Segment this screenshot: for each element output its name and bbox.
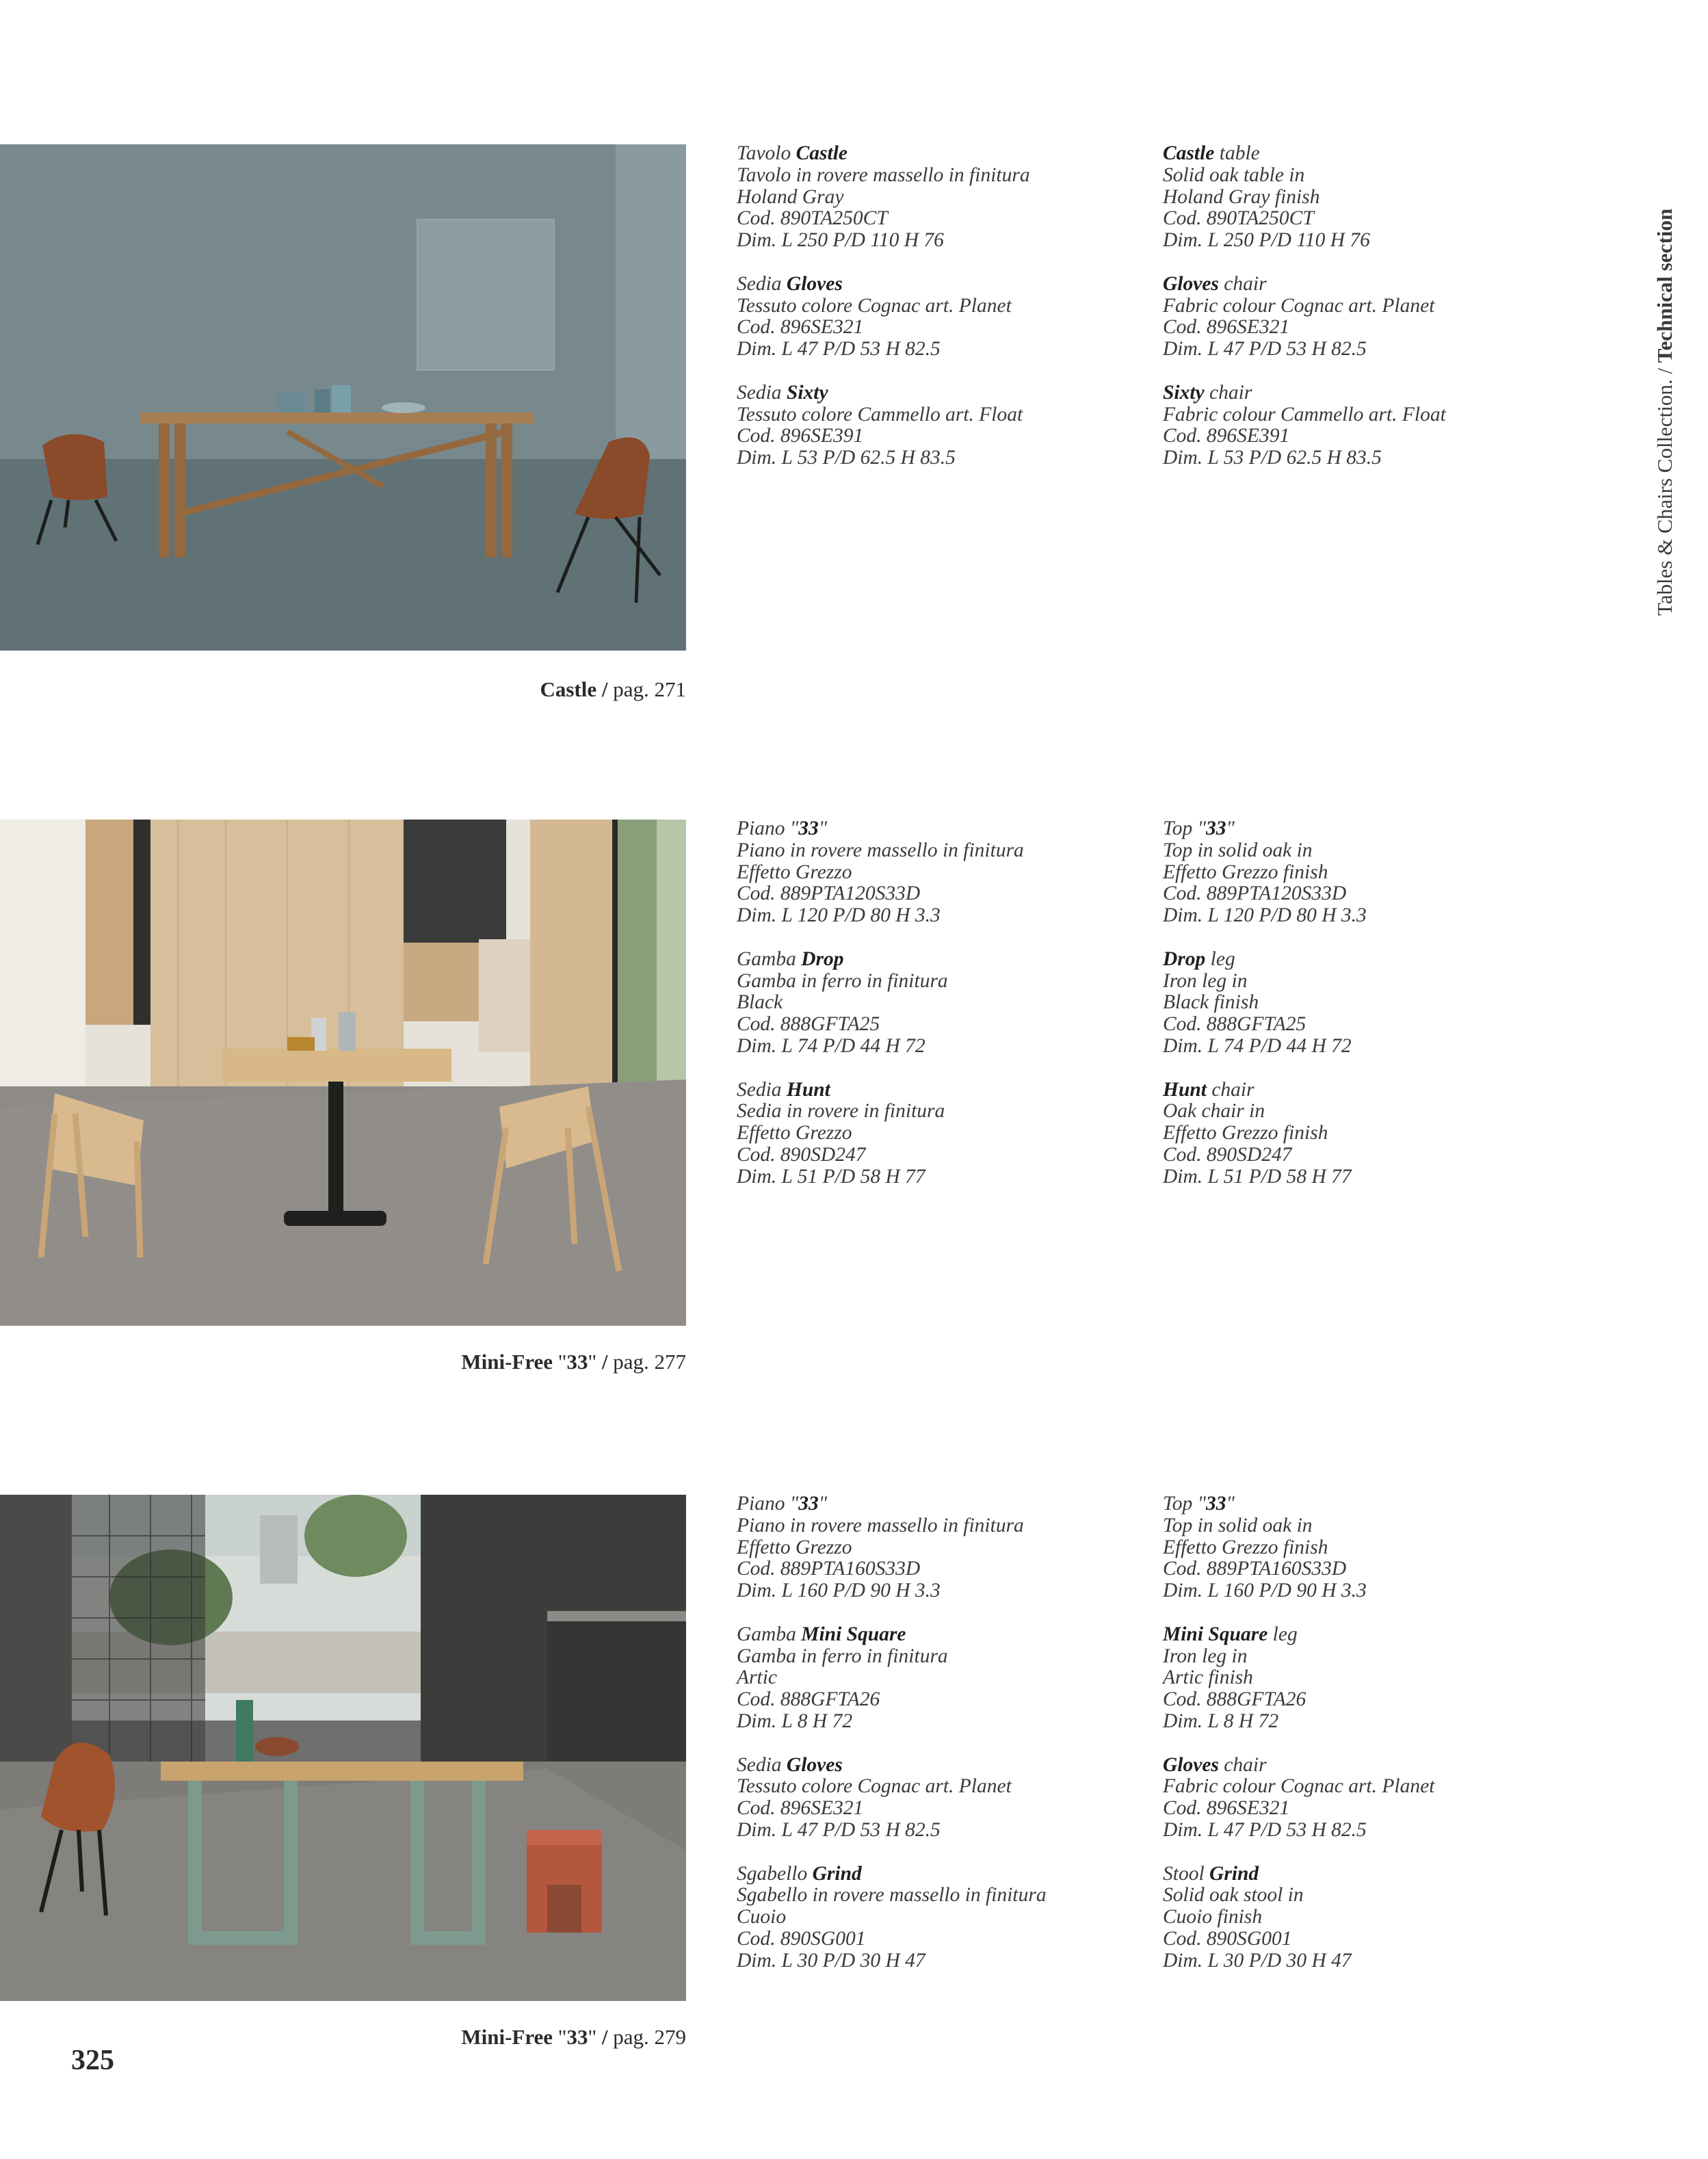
photo-caption: Mini-Free "33" / pag. 277 <box>461 1350 686 1374</box>
caption-product-name: Mini-Free <box>461 2025 553 2049</box>
mini-free-kitchen-photo <box>0 820 686 1326</box>
section-side-label: Tables & Chairs Collection. / Technical section <box>1653 208 1677 616</box>
spec-column-italian <box>737 818 1147 1209</box>
spec-column-italian <box>737 143 1147 491</box>
spec-heading: Piano "33" <box>737 817 828 839</box>
spec-heading: Castle table <box>1163 142 1260 164</box>
spec-item: Sedia Gloves Tessuto colore Cognac art. Planet Cod. 896SE321 Dim. L 47 P/D 53 H 82.5 <box>737 274 1147 361</box>
spec-column-english <box>1163 143 1573 491</box>
spec-heading: Stool Grind <box>1163 1862 1259 1885</box>
spec-heading: Drop leg <box>1163 947 1235 970</box>
caption-page-ref: pag. 277 <box>613 1350 686 1374</box>
spec-item: Gamba Mini Square Gamba in ferro in finitura Artic Cod. 888GFTA26 Dim. L 8 H 72 <box>737 1624 1147 1733</box>
spec-column-english <box>1163 1493 1573 1993</box>
spec-item: Sgabello Grind Sgabello in rovere massello in finitura Cuoio Cod. 890SG001 Dim. L 30 P/D 30 H 47 <box>737 1863 1147 1972</box>
spec-heading: Top "33" <box>1163 1493 1235 1515</box>
spec-heading: Hunt chair <box>1163 1078 1254 1101</box>
photo-caption: Mini-Free "33" / pag. 279 <box>461 2025 686 2049</box>
spec-item: Stool Grind Solid oak stool in Cuoio finish Cod. 890SG001 Dim. L 30 P/D 30 H 47 <box>1163 1863 1573 1972</box>
spec-heading: Sedia Sixty <box>737 381 828 404</box>
collection-label: Tables & Chairs Collection. <box>1653 379 1677 616</box>
spec-heading: Sedia Gloves <box>737 272 843 295</box>
spec-item: Drop leg Iron leg in Black finish Cod. 888GFTA25 Dim. L 74 P/D 44 H 72 <box>1163 949 1573 1058</box>
section-label: Technical section <box>1653 208 1677 363</box>
spec-item: Mini Square leg Iron leg in Artic finish Cod. 888GFTA26 Dim. L 8 H 72 <box>1163 1624 1573 1733</box>
spec-item: Tavolo Castle Tavolo in rovere massello in finitura Holand Gray Cod. 890TA250CT Dim. L 250 P/D 110 H 76 <box>737 143 1147 252</box>
spec-heading: Piano "33" <box>737 1493 828 1515</box>
spec-heading: Gloves chair <box>1163 272 1267 295</box>
spec-item: Gloves chair Fabric colour Cognac art. Planet Cod. 896SE321 Dim. L 47 P/D 53 H 82.5 <box>1163 274 1573 361</box>
mini-free-loft-photo <box>0 1495 686 2001</box>
spec-heading: Mini Square leg <box>1163 1623 1298 1645</box>
spec-heading: Gloves chair <box>1163 1753 1267 1776</box>
spec-item: Sedia Gloves Tessuto colore Cognac art. Planet Cod. 896SE321 Dim. L 47 P/D 53 H 82.5 <box>737 1755 1147 1842</box>
spec-item: Sedia Sixty Tessuto colore Cammello art. Float Cod. 896SE391 Dim. L 53 P/D 62.5 H 83.5 <box>737 382 1147 469</box>
page-number: 325 <box>71 2045 114 2076</box>
spec-heading: Gamba Mini Square <box>737 1623 906 1645</box>
spec-column-english <box>1163 818 1573 1209</box>
spec-heading: Top "33" <box>1163 817 1235 839</box>
caption-product-name: Castle <box>540 677 597 701</box>
caption-page-ref: pag. 279 <box>613 2025 686 2049</box>
spec-item: Sedia Hunt Sedia in rovere in finitura Effetto Grezzo Cod. 890SD247 Dim. L 51 P/D 58 H 77 <box>737 1080 1147 1188</box>
spec-heading: Gamba Drop <box>737 947 844 970</box>
spec-heading: Sgabello Grind <box>737 1862 862 1885</box>
spec-heading: Tavolo Castle <box>737 142 848 164</box>
spec-item: Gamba Drop Gamba in ferro in finitura Black Cod. 888GFTA25 Dim. L 74 P/D 44 H 72 <box>737 949 1147 1058</box>
spec-heading: Sixty chair <box>1163 381 1252 404</box>
caption-product-name: Mini-Free <box>461 1350 553 1374</box>
castle-room-photo <box>0 144 686 651</box>
caption-top-name: 33 <box>566 2025 588 2049</box>
caption-page-ref: pag. 271 <box>613 677 686 701</box>
caption-top-name: 33 <box>566 1350 588 1374</box>
spec-heading: Sedia Hunt <box>737 1078 830 1101</box>
spec-item: Top "33" Top in solid oak in Effetto Grezzo finish Cod. 889PTA160S33D Dim. L 160 P/D 90 H 3.3 <box>1163 1493 1573 1602</box>
spec-item: Hunt chair Oak chair in Effetto Grezzo finish Cod. 890SD247 Dim. L 51 P/D 58 H 77 <box>1163 1080 1573 1188</box>
spec-item: Gloves chair Fabric colour Cognac art. Planet Cod. 896SE321 Dim. L 47 P/D 53 H 82.5 <box>1163 1755 1573 1842</box>
spec-heading: Sedia Gloves <box>737 1753 843 1776</box>
spec-item: Sixty chair Fabric colour Cammello art. Float Cod. 896SE391 Dim. L 53 P/D 62.5 H 83.5 <box>1163 382 1573 469</box>
spec-item: Piano "33" Piano in rovere massello in finitura Effetto Grezzo Cod. 889PTA120S33D Dim. L 120 P/D 80 H 3.3 <box>737 818 1147 927</box>
spec-item: Piano "33" Piano in rovere massello in finitura Effetto Grezzo Cod. 889PTA160S33D Dim. L 160 P/D 90 H 3.3 <box>737 1493 1147 1602</box>
spec-column-italian <box>737 1493 1147 1993</box>
spec-item: Top "33" Top in solid oak in Effetto Grezzo finish Cod. 889PTA120S33D Dim. L 120 P/D 80 H 3.3 <box>1163 818 1573 927</box>
spec-item: Castle table Solid oak table in Holand Gray finish Cod. 890TA250CT Dim. L 250 P/D 110 H 76 <box>1163 143 1573 252</box>
photo-caption: Castle / pag. 271 <box>540 677 686 701</box>
